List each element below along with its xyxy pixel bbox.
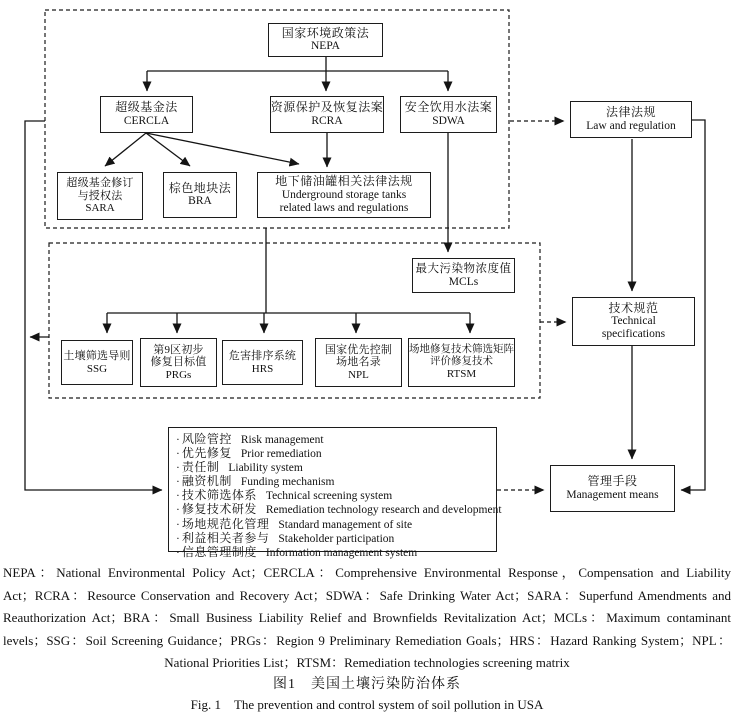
box-technical-specifications — [572, 297, 695, 346]
label-en: Underground storage tanks — [281, 188, 407, 201]
list-item — [176, 502, 502, 517]
bullet-marker: · — [176, 462, 180, 475]
figure-title-en: Fig. 1 The prevention and control system of soil pollution in USA — [190, 696, 544, 712]
box-rcra — [270, 96, 384, 133]
box-law-and-regulation — [570, 101, 692, 138]
box-ssg — [61, 340, 133, 385]
label-en: SDWA — [432, 114, 465, 127]
list-item-en: Technical screening system — [265, 490, 393, 503]
list-item-zh: 技术筛选体系 — [181, 488, 257, 503]
box-prgs — [140, 338, 217, 387]
list-item-en: Funding mechanism — [240, 476, 335, 489]
label-en: NPL — [348, 368, 369, 381]
label-en: CERCLA — [123, 114, 170, 127]
label-zh: 修复目标值 — [150, 356, 207, 369]
list-item-zh: 信息管理制度 — [181, 544, 257, 559]
label-en: PRGs — [165, 368, 192, 381]
label-en: Technical — [611, 315, 656, 328]
list-item-zh: 利益相关者参与 — [181, 530, 270, 545]
list-item — [176, 532, 492, 546]
label-zh: 地下储油罐相关法律法规 — [275, 174, 413, 189]
box-rtsm — [408, 338, 515, 387]
label-zh: 国家环境政策法 — [281, 25, 370, 40]
figure-title-zh: 图1 美国土壤污染防治体系 — [273, 676, 461, 692]
caption-line: levels；SSG：Soil Screening Guidance；PRGs：Region 9 Preliminary Remediation Goals；HRS：Hazard Ranking System；NPL： — [3, 632, 731, 648]
box-nepa — [268, 23, 383, 57]
list-item — [176, 546, 492, 560]
box-management-means — [550, 465, 675, 512]
list-item-en: Information management system — [265, 546, 418, 559]
label-en: HRS — [251, 362, 274, 375]
label-zh: 管理手段 — [587, 474, 638, 489]
box-mcls — [412, 258, 515, 293]
label-en: Law and regulation — [586, 119, 676, 132]
caption-line: Act；RCRA：Resource Conservation and Recovery Act；SDWA：Safe Drinking Water Act；SARA：Superfund Amendments and — [3, 587, 731, 603]
caption-line: NEPA：National Environmental Policy Act；CERCLA：Comprehensive Environmental Response，Compensation and Liability — [3, 565, 731, 580]
label-en: MCLs — [448, 275, 479, 288]
management-measures-list — [168, 427, 502, 559]
label-zh: 法律法规 — [605, 105, 656, 120]
label-en: RTSM — [446, 368, 477, 381]
label-zh: 最大污染物浓度值 — [415, 262, 512, 275]
label-zh: 与授权法 — [77, 189, 123, 202]
caption-line: Reauthorization Act；BRA：Small Business Liability Relief and Brownfields Revitalization Act；MCLs：Maximum contaminant — [3, 610, 731, 625]
label-en: RCRA — [311, 114, 343, 127]
bullet-marker: · — [176, 504, 180, 517]
figure-caption — [0, 562, 734, 715]
list-item-en: Standard management of site — [278, 518, 413, 531]
label-zh: 土壤筛选导则 — [63, 350, 131, 363]
list-item-en: Liability system — [228, 462, 303, 475]
list-item-zh: 场地规范化管理 — [181, 516, 270, 531]
label-zh: 技术规范 — [608, 300, 659, 315]
label-zh: 安全饮用水法案 — [404, 100, 493, 115]
label-en: NEPA — [311, 40, 340, 53]
bullet-marker: · — [176, 476, 180, 489]
bullet-marker: · — [176, 490, 180, 503]
list-item — [176, 518, 492, 532]
box-npl — [315, 338, 402, 387]
bullet-marker: · — [176, 532, 180, 545]
list-item-en: Risk management — [240, 434, 324, 446]
label-zh: 超级基金修订 — [66, 177, 134, 190]
bullet-marker: · — [176, 434, 180, 446]
label-zh: 超级基金法 — [115, 100, 178, 115]
list-item — [176, 433, 492, 447]
label-zh: 棕色地块法 — [168, 180, 232, 195]
list-item-en: Prior remediation — [240, 448, 322, 461]
label-zh: 国家优先控制 — [324, 343, 393, 356]
list-item-zh: 融资机制 — [181, 474, 232, 489]
label-en: BRA — [188, 195, 212, 208]
bullet-marker: · — [176, 518, 180, 531]
label-zh: 评价修复技术 — [430, 356, 493, 368]
label-zh: 危害排序系统 — [228, 350, 297, 363]
box-sdwa — [400, 96, 497, 133]
bullet-marker: · — [176, 546, 180, 559]
label-zh: 资源保护及恢复法案 — [270, 100, 384, 115]
list-item-en: Stakeholder participation — [278, 532, 395, 545]
label-zh: 第9区初步 — [153, 343, 204, 356]
list-item — [176, 447, 492, 461]
box-sara — [57, 172, 143, 220]
dashed-connectors — [497, 121, 566, 490]
caption-line: National Priorities List；RTSM：Remediation technologies screening matrix — [164, 655, 570, 670]
bullet-marker: · — [176, 448, 180, 461]
list-item-en: Remediation technology research and development — [265, 504, 502, 517]
label-en: related laws and regulations — [279, 201, 409, 214]
box-bra — [163, 172, 237, 218]
label-en: SARA — [85, 202, 115, 215]
label-en: specifications — [601, 328, 666, 341]
box-cercla — [100, 96, 193, 133]
label-zh: 场地修复技术筛选矩阵 — [409, 344, 514, 356]
list-item-zh: 风险管控 — [181, 432, 232, 446]
label-en: Management means — [566, 488, 659, 501]
list-item-zh: 责任制 — [181, 460, 220, 475]
list-item-zh: 修复技术研发 — [181, 502, 257, 517]
label-zh: 场地名录 — [336, 356, 381, 369]
box-ust — [257, 172, 431, 218]
list-item-zh: 优先修复 — [181, 446, 232, 461]
box-hrs — [222, 340, 303, 385]
label-en: SSG — [86, 362, 108, 375]
